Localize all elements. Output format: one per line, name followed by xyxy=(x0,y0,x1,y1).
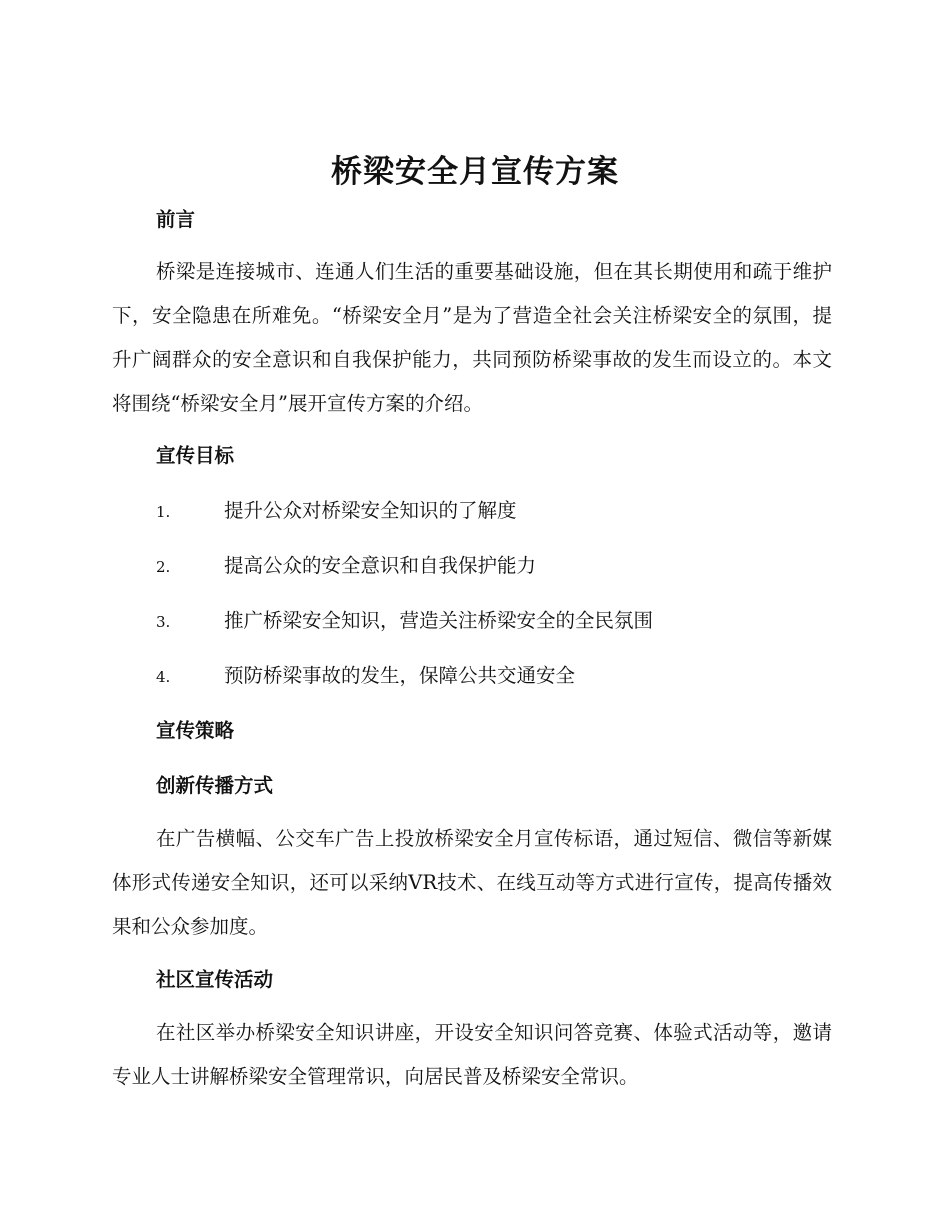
list-text: 提高公众的安全意识和自我保护能力 xyxy=(224,554,537,577)
heading-community: 社区宣传活动 xyxy=(156,968,274,991)
list-number: 4. xyxy=(156,668,171,686)
document-title: 桥梁安全月宣传方案 xyxy=(331,154,619,190)
list-text: 提升公众对桥梁安全知识的了解度 xyxy=(224,499,517,522)
list-text: 推广桥梁安全知识，营造关注桥梁安全的全民氛围 xyxy=(224,609,654,632)
goal-item-2 xyxy=(156,552,536,581)
list-number: 2. xyxy=(156,558,171,576)
heading-goals: 宣传目标 xyxy=(156,444,235,467)
goal-item-1 xyxy=(156,497,517,526)
paragraph-community: 在社区举办桥梁安全知识讲座，开设安全知识问答竞赛、体验式活动等，邀请专业人士讲解桥梁安全管理常识，向居民普及桥梁安全常识。 xyxy=(112,1021,832,1088)
paragraph-preface: 桥梁是连接城市、连通人们生活的重要基础设施，但在其长期使用和疏于维护下，安全隐患在所难免。“桥梁安全月”是为了营造全社会关注桥梁安全的氛围，提升广阔群众的安全意识和自我保护能力，共同预防桥梁事故的发生而设立的。本文将围绕“桥梁安全月”展开宣传方案的介绍。 xyxy=(112,260,832,415)
paragraph-innovation: 在广告横幅、公交车广告上投放桥梁安全月宣传标语，通过短信、微信等新媒体形式传递安全知识，还可以采纳VR技术、在线互动等方式进行宣传，提高传播效果和公众参加度。 xyxy=(112,827,832,938)
heading-preface: 前言 xyxy=(156,208,196,231)
list-text: 预防桥梁事故的发生，保障公共交通安全 xyxy=(224,664,576,687)
goal-item-4 xyxy=(156,662,575,691)
goal-item-3 xyxy=(156,607,653,636)
heading-innovation: 创新传播方式 xyxy=(156,774,274,797)
list-number: 1. xyxy=(156,503,171,521)
list-number: 3. xyxy=(156,613,171,631)
heading-strategy: 宣传策略 xyxy=(156,719,235,742)
